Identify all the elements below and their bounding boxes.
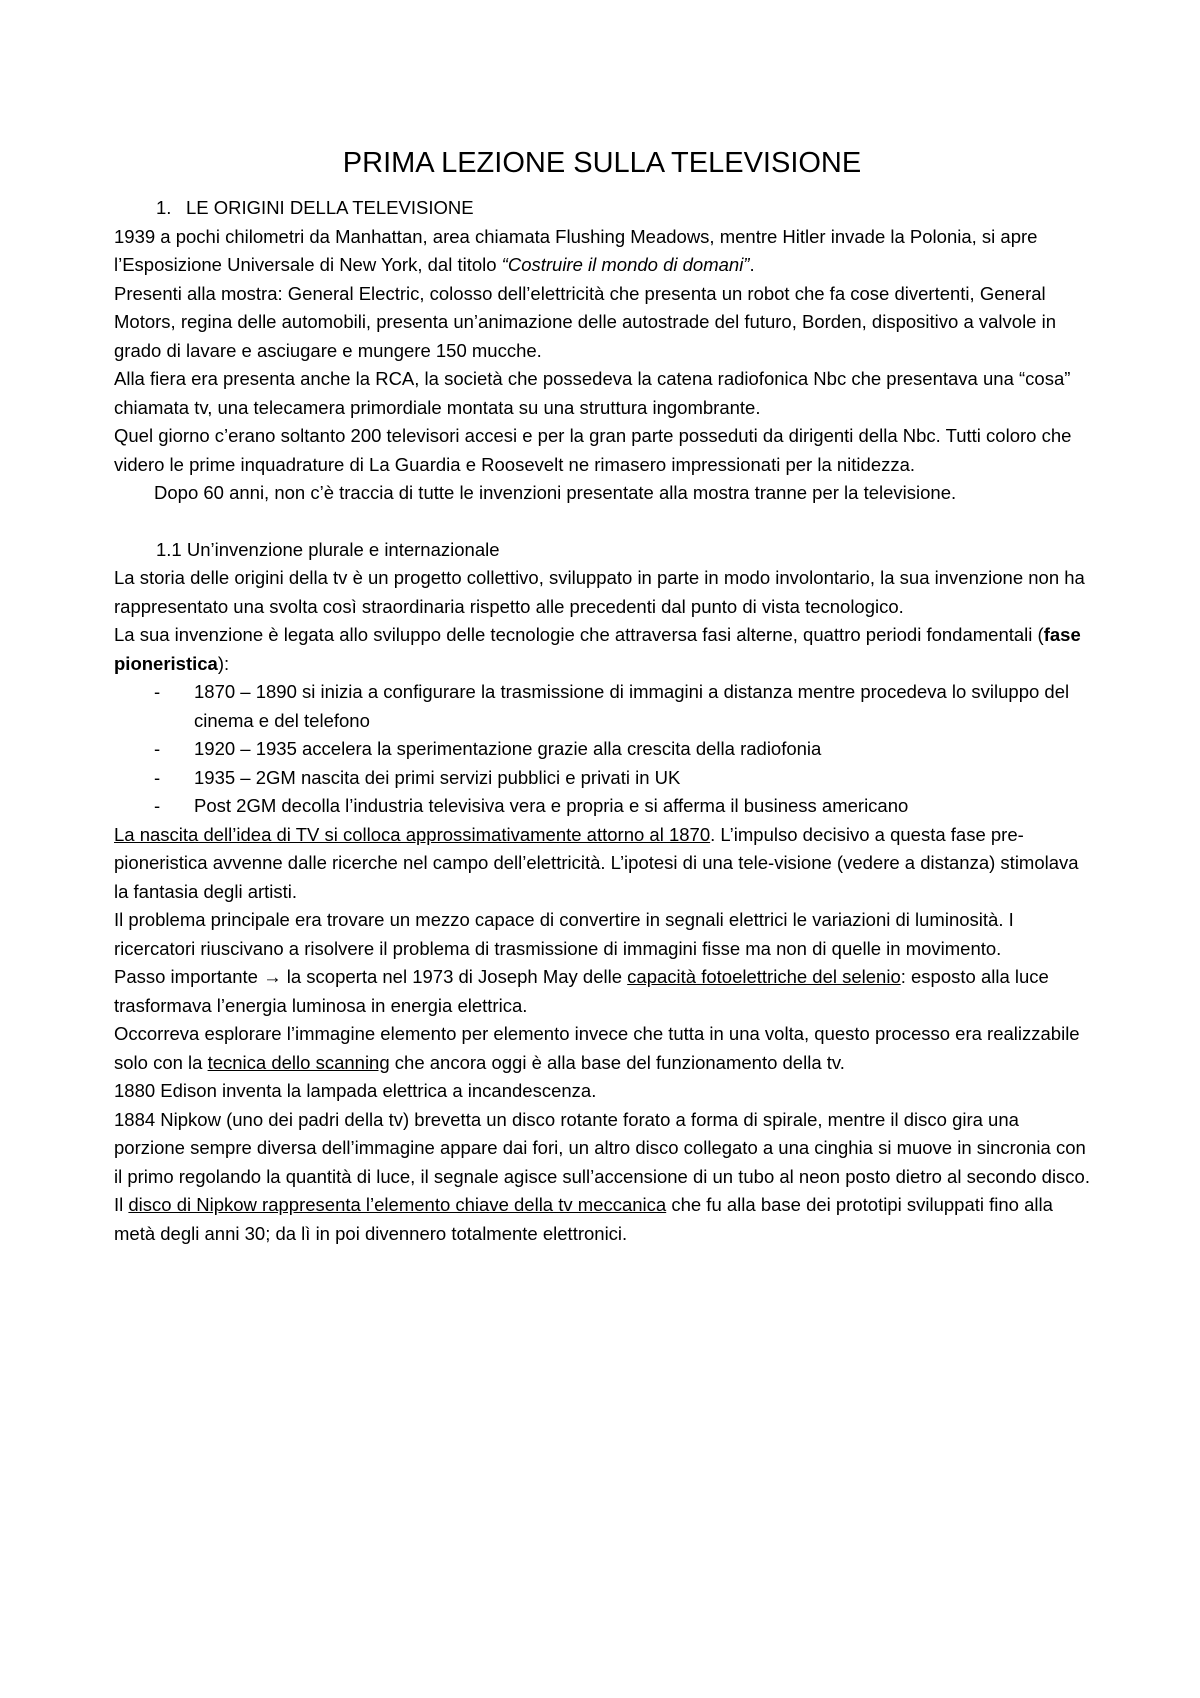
- list-item: [114, 792, 1090, 821]
- right-arrow-icon: →: [263, 966, 282, 987]
- list-item-text: 1935 – 2GM nascita dei primi servizi pubblici e privati in UK: [194, 766, 681, 788]
- paragraph: [114, 963, 1090, 1020]
- paragraph-text: che ancora oggi è alla base del funzionamento della tv.: [389, 1051, 845, 1073]
- paragraph: [114, 1020, 1090, 1077]
- paragraph: 1880 Edison inventa la lampada elettrica a incandescenza.: [114, 1080, 597, 1101]
- exhibition-title-quote: “Costruire il mondo di domani”: [501, 254, 750, 275]
- paragraph: Quel giorno c’erano soltanto 200 televisori accesi e per la gran parte posseduti da dirigenti della Nbc. Tutti coloro che videro le prime inquadrature di La Guardia e Roosevelt ne rimasero impressionati per la nitidezza.: [114, 425, 1072, 475]
- paragraph-text: La sua invenzione è legata allo sviluppo delle tecnologie che attraversa fasi alterne, quattro periodi fondamentali (: [114, 624, 1044, 645]
- list-dash: -: [154, 766, 161, 788]
- list-item-text: 1870 – 1890 si inizia a configurare la trasmissione di immagini a distanza mentre procedeva lo sviluppo del cinema e del telefono: [194, 681, 1070, 731]
- paragraph: [114, 821, 1090, 907]
- paragraph-text: . L’impulso decisivo a questa fase pre-pioneristica avvenne dalle ricerche nel campo dell’elettricità. L’ipotesi di una tele-visione (vedere a distanza) stimolava la fantasia degli artisti.: [114, 823, 1079, 902]
- list-dash: -: [154, 738, 161, 759]
- paragraph-text: che fu alla base dei prototipi sviluppati fino alla metà degli anni 30; da lì in poi divennero totalmente elettronici.: [114, 1194, 1053, 1244]
- section-1-1-heading: 1.1 Un’invenzione plurale e internazionale: [156, 538, 500, 560]
- underlined-text: disco di Nipkow rappresenta l’elemento chiave della tv meccanica: [128, 1194, 667, 1215]
- paragraph-text: .: [749, 254, 755, 275]
- paragraph: La storia delle origini della tv è un progetto collettivo, sviluppato in parte in modo involontario, la sua invenzione non ha rappresentato una svolta così straordinaria rispetto alle precedenti dal punto di vista tecnologico.: [114, 567, 1085, 617]
- paragraph-text: 1939 a pochi chilometri da Manhattan, area chiamata Flushing Meadows, mentre Hitler invade la Polonia, si apre l’Esposizione Universale di New York, dal titolo: [114, 225, 1038, 275]
- section-1-heading-text: LE ORIGINI DELLA TELEVISIONE: [186, 197, 474, 218]
- paragraph: [114, 223, 1090, 280]
- list-dash: -: [154, 795, 161, 816]
- list-item: [114, 764, 1090, 793]
- bold-term: fase pioneristica: [114, 624, 1081, 674]
- document-title: PRIMA LEZIONE SULLA TELEVISIONE: [342, 147, 862, 179]
- paragraph: [114, 621, 1090, 678]
- paragraph: Presenti alla mostra: General Electric, colosso dell’elettricità che presenta un robot che fa cose divertenti, General Motors, regina delle automobili, presenta un’animazione delle autostrade del futuro, Borden, dispositivo a valvole in grado di lavare e asciugare e mungere 150 mucche.: [114, 282, 1057, 361]
- paragraph-text: Passo importante: [114, 966, 264, 987]
- list-item: [114, 678, 1090, 735]
- list-item-text: 1920 – 1935 accelera la sperimentazione grazie alla crescita della radiofonia: [194, 738, 822, 759]
- list-item: [114, 735, 1090, 764]
- underlined-text: capacità fotoelettriche del selenio: [627, 966, 901, 987]
- indented-paragraph: Dopo 60 anni, non c’è traccia di tutte le invenzioni presentate alla mostra tranne per la televisione.: [154, 482, 957, 503]
- paragraph: Il problema principale era trovare un mezzo capace di convertire in segnali elettrici le variazioni di luminosità. I ricercatori riuscivano a risolvere il problema di trasmissione di immagini fisse ma non di quelle in movimento.: [114, 909, 1014, 959]
- document-page: [114, 140, 1090, 1248]
- paragraph: [114, 1191, 1090, 1248]
- paragraph: 1884 Nipkow (uno dei padri della tv) brevetta un disco rotante forato a forma di spirale, mentre il disco gira una porzione sempre diversa dell’immagine appare dai fori, un altro disco collegato a una cinghia si muove in sincronia con il primo regolando la quantità di luce, il segnale agisce sull’accensione di un tubo al neon posto dietro al secondo disco.: [114, 1108, 1090, 1187]
- paragraph-text: Occorreva esplorare l’immagine elemento per elemento invece che tutta in una volta, questo processo era realizzabile solo con la: [114, 1023, 1080, 1073]
- list-item-text: Post 2GM decolla l’industria televisiva vera e propria e si afferma il business americano: [194, 795, 909, 816]
- section-1-number: 1.: [156, 197, 172, 218]
- paragraph-text: Il: [114, 1194, 129, 1215]
- paragraph-text: : esposto alla luce trasformava l’energia luminosa in energia elettrica.: [114, 966, 1049, 1016]
- underlined-text: tecnica dello scanning: [207, 1051, 390, 1073]
- paragraph: Alla fiera era presenta anche la RCA, la società che possedeva la catena radiofonica Nbc che presentava una “cosa” chiamata tv, una telecamera primordiale montata su una struttura ingombrante.: [114, 368, 1071, 418]
- paragraph-text: ):: [217, 652, 230, 674]
- period-list: [114, 678, 1090, 821]
- paragraph-text: la scoperta nel 1973 di Joseph May delle: [281, 966, 628, 987]
- list-dash: -: [154, 681, 161, 702]
- section-1-heading: [114, 194, 1090, 223]
- underlined-text: La nascita dell’idea di TV si colloca approssimativamente attorno al 1870: [114, 823, 711, 845]
